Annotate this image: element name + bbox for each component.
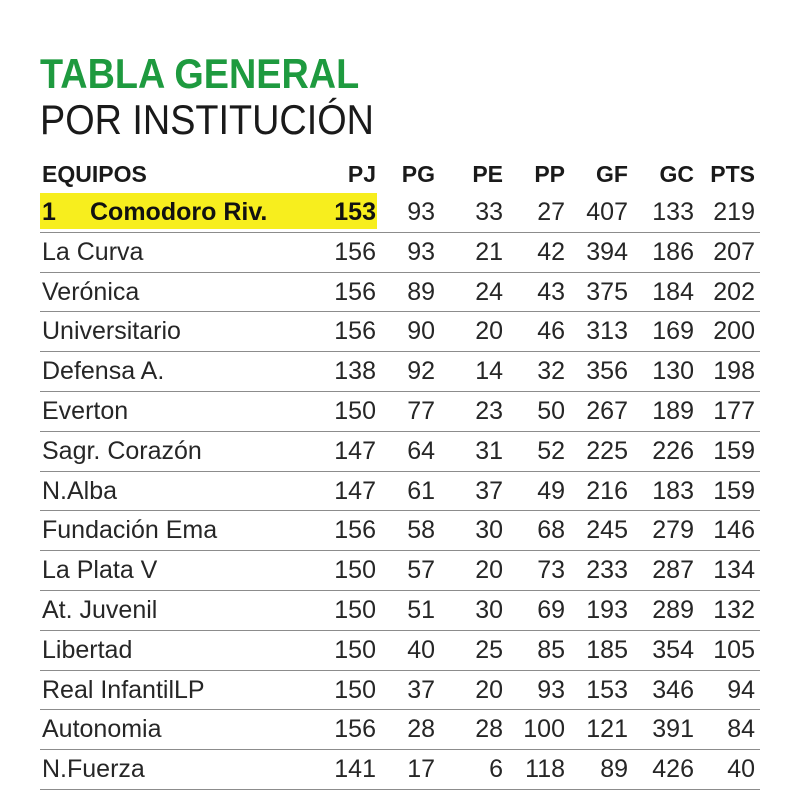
header-pj: PJ (347, 161, 376, 187)
cell-pg: 89 (407, 277, 435, 306)
cell-pp: 100 (523, 715, 565, 744)
cell-gf: 216 (586, 476, 628, 505)
cell-pp: 68 (537, 516, 565, 545)
table-row (40, 273, 760, 313)
leader-gc: 133 (652, 198, 694, 226)
cell-gf: 121 (586, 715, 628, 744)
cell-pp: 73 (537, 556, 565, 585)
cell-pe: 23 (475, 396, 503, 425)
cell-gf: 225 (586, 436, 628, 465)
cell-pts: 40 (727, 755, 755, 784)
leader-pg: 93 (407, 198, 435, 226)
cell-pp: 85 (537, 635, 565, 664)
cell-pts: 200 (713, 317, 755, 346)
cell-gc: 287 (652, 556, 694, 585)
cell-pe: 24 (475, 277, 503, 306)
cell-gc: 169 (652, 317, 694, 346)
cell-pg: 58 (407, 516, 435, 545)
cell-pts: 105 (713, 635, 755, 664)
team-name: Libertad (42, 635, 133, 664)
team-name: Autonomia (42, 715, 162, 744)
cell-pp: 52 (537, 436, 565, 465)
cell-pe: 25 (475, 635, 503, 664)
cell-pp: 50 (537, 396, 565, 425)
title-sub: POR INSTITUCIÓN (40, 96, 374, 143)
cell-gc: 130 (652, 357, 694, 386)
cell-pj: 150 (334, 635, 376, 664)
team-name: Defensa A. (42, 357, 165, 386)
cell-pg: 51 (407, 595, 435, 624)
cell-pp: 43 (537, 277, 565, 306)
team-name: At. Juvenil (42, 595, 158, 624)
team-name: Sagr. Corazón (42, 436, 202, 465)
cell-pe: 28 (475, 715, 503, 744)
cell-gf: 89 (600, 755, 628, 784)
cell-pj: 156 (334, 715, 376, 744)
cell-pts: 94 (727, 675, 755, 704)
cell-gc: 391 (652, 715, 694, 744)
cell-pts: 202 (713, 277, 755, 306)
team-name: Universitario (42, 317, 181, 346)
cell-pe: 21 (475, 237, 503, 266)
cell-pts: 159 (713, 436, 755, 465)
cell-pj: 150 (334, 675, 376, 704)
table-row (40, 392, 760, 432)
cell-gc: 186 (652, 237, 694, 266)
cell-gf: 153 (586, 675, 628, 704)
leader-team: Comodoro Riv. (90, 198, 268, 226)
leader-pj: 153 (334, 198, 376, 226)
cell-gf: 313 (586, 317, 628, 346)
cell-pts: 207 (713, 237, 755, 266)
cell-pe: 30 (475, 595, 503, 624)
cell-pg: 92 (407, 357, 435, 386)
team-name: Real InfantilLP (42, 675, 205, 704)
cell-gf: 185 (586, 635, 628, 664)
cell-pg: 28 (407, 715, 435, 744)
cell-pg: 57 (407, 556, 435, 585)
standings-table (40, 193, 760, 790)
cell-pp: 42 (537, 237, 565, 266)
cell-pg: 37 (407, 675, 435, 704)
cell-pts: 132 (713, 595, 755, 624)
leader-pp: 27 (537, 198, 565, 226)
table-row (40, 352, 760, 392)
cell-pts: 134 (713, 556, 755, 585)
cell-pj: 147 (334, 476, 376, 505)
cell-gc: 183 (652, 476, 694, 505)
header-gc: GC (659, 161, 694, 187)
table-row (40, 750, 760, 790)
title-main: TABLA GENERAL (40, 50, 360, 97)
table-row (40, 233, 760, 273)
cell-pe: 31 (475, 436, 503, 465)
table-row (40, 551, 760, 591)
cell-gf: 233 (586, 556, 628, 585)
cell-pj: 150 (334, 595, 376, 624)
leader-pts: 219 (713, 198, 755, 226)
cell-pp: 46 (537, 317, 565, 346)
cell-gf: 394 (586, 237, 628, 266)
cell-pe: 14 (475, 357, 503, 386)
cell-pj: 150 (334, 556, 376, 585)
cell-pe: 30 (475, 516, 503, 545)
team-name: Fundación Ema (42, 516, 218, 545)
table-row (40, 671, 760, 711)
cell-gc: 279 (652, 516, 694, 545)
cell-gf: 193 (586, 595, 628, 624)
header-pp: PP (534, 161, 565, 187)
table-row (40, 710, 760, 750)
team-name: La Plata V (42, 556, 158, 585)
cell-pj: 156 (334, 317, 376, 346)
cell-pts: 177 (713, 396, 755, 425)
cell-gf: 245 (586, 516, 628, 545)
cell-pg: 61 (407, 476, 435, 505)
cell-pp: 49 (537, 476, 565, 505)
cell-pj: 150 (334, 396, 376, 425)
cell-pj: 147 (334, 436, 376, 465)
table-row (40, 312, 760, 352)
cell-gf: 356 (586, 357, 628, 386)
table-row (40, 472, 760, 512)
cell-gf: 375 (586, 277, 628, 306)
cell-gc: 289 (652, 595, 694, 624)
header-pe: PE (472, 161, 503, 187)
cell-gc: 346 (652, 675, 694, 704)
team-name: La Curva (42, 237, 144, 266)
table-row-leader (40, 193, 760, 233)
leader-rank: 1 (42, 198, 56, 226)
cell-pj: 156 (334, 516, 376, 545)
cell-pg: 64 (407, 436, 435, 465)
cell-pj: 141 (334, 755, 376, 784)
cell-pts: 159 (713, 476, 755, 505)
team-name: Verónica (42, 277, 140, 306)
cell-pg: 40 (407, 635, 435, 664)
leader-gf: 407 (586, 198, 628, 226)
cell-gc: 426 (652, 755, 694, 784)
cell-pe: 20 (475, 317, 503, 346)
cell-pe: 6 (489, 755, 503, 784)
table-row (40, 432, 760, 472)
cell-pg: 93 (407, 237, 435, 266)
team-name: N.Alba (42, 476, 118, 505)
cell-pj: 138 (334, 357, 376, 386)
cell-gf: 267 (586, 396, 628, 425)
team-name: N.Fuerza (42, 755, 145, 784)
cell-pts: 84 (727, 715, 755, 744)
table-row (40, 591, 760, 631)
cell-pj: 156 (334, 277, 376, 306)
cell-pe: 20 (475, 556, 503, 585)
table-row (40, 631, 760, 671)
cell-pp: 118 (525, 755, 565, 784)
cell-pts: 146 (713, 516, 755, 545)
header-gf: GF (596, 161, 628, 187)
cell-pp: 69 (537, 595, 565, 624)
cell-pp: 93 (537, 675, 565, 704)
leader-pe: 33 (475, 198, 503, 226)
cell-pts: 198 (713, 357, 755, 386)
cell-pg: 77 (407, 396, 435, 425)
cell-pe: 37 (475, 476, 503, 505)
header-pts: PTS (710, 161, 755, 187)
cell-gc: 226 (652, 436, 694, 465)
cell-pj: 156 (334, 237, 376, 266)
team-name: Everton (42, 396, 129, 425)
header-pg: PG (401, 161, 435, 187)
cell-pe: 20 (475, 675, 503, 704)
cell-pg: 17 (407, 755, 435, 784)
table-row (40, 511, 760, 551)
cell-gc: 354 (652, 635, 694, 664)
header-equipos: EQUIPOS (42, 161, 147, 187)
cell-gc: 189 (652, 396, 694, 425)
cell-gc: 184 (652, 277, 694, 306)
cell-pg: 90 (407, 317, 435, 346)
cell-pp: 32 (537, 357, 565, 386)
table-header (40, 155, 760, 191)
